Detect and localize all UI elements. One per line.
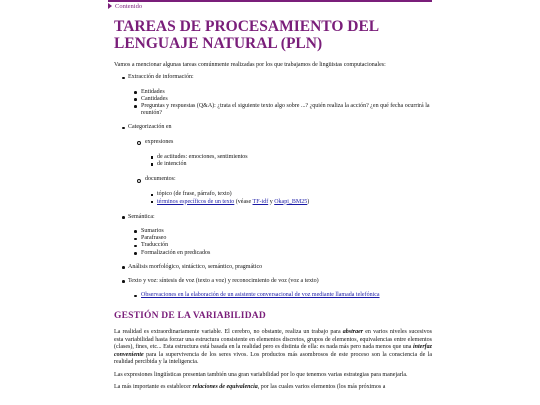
list-item-extraction — [108, 74, 432, 117]
specific-terms-link[interactable]: términos específicos de un texto — [157, 198, 235, 205]
expand-triangle-icon[interactable] — [108, 3, 112, 9]
intro-paragraph: Vamos a mencionar algunas tareas comúnmente realizadas por los que trabajamos de lingüistas computacionales: — [114, 62, 386, 68]
variability-paragraph-2: Las expresiones lingüísticas presentan también una gran variabilidad por lo que tenemos varias estrategias para manejarla. — [114, 371, 408, 378]
text-run: La realidad es extraordinariamente variable. El cerebro, no obstante, realiza un trabajo para — [114, 329, 343, 336]
list-item-semantics — [108, 214, 432, 257]
list-item-terms — [145, 199, 432, 206]
categorization-label: Categorización en — [128, 124, 172, 131]
emphasis-abstraer: abstraer — [342, 329, 364, 336]
variability-paragraph-1 — [114, 329, 432, 366]
list-item: Traducción — [128, 242, 432, 249]
voice-sublist — [128, 292, 432, 299]
contents-label[interactable]: Contenido — [115, 3, 143, 10]
documents-sublist — [145, 191, 432, 205]
text-run: en varios niveles sucesivos esta variabilidad hasta forzar una estructura consistente en elementos discretos, grupos de elementos, equivalencias entre elementos (clases), fines, etc... Esta estructura está basada en la realidad pero es distinta de ella: es nada más pero nada menos que una — [114, 329, 432, 351]
emphasis-interfaz: interfaz conveniente — [114, 344, 432, 358]
see-text: (véase — [234, 198, 253, 205]
documents-label: documentos: — [145, 176, 176, 183]
list-item — [128, 292, 432, 299]
extraction-sublist — [128, 89, 432, 118]
list-item: Sumarios — [128, 228, 432, 235]
semantics-sublist — [128, 228, 432, 257]
contents-toggle[interactable] — [108, 0, 432, 12]
tf-idf-link[interactable]: TF-idf — [252, 198, 269, 205]
list-item-documents — [128, 176, 432, 206]
voice-label: Texto y voz: síntesis de voz (texto a voz) y reconocimiento de voz (voz a texto) — [128, 278, 319, 285]
list-item-expressions — [128, 139, 432, 169]
and-text: y — [268, 198, 275, 205]
list-item: tópico (de frase, párrafo, texto) — [145, 191, 432, 198]
emphasis-relaciones: relaciones de equivalencia — [192, 383, 258, 390]
list-item: Preguntas y respuestas (Q&A): ¿trata el siguiente texto algo sobre ...? ¿quién realiza la acción? ¿en qué fecha ocurrirá la reunión? — [128, 103, 432, 117]
list-item: Cantidades — [128, 96, 432, 103]
semantics-label: Semántica: — [128, 213, 155, 220]
list-item-analysis: Análisis morfológico, sintáctico, semántico, pragmático — [108, 264, 432, 271]
variability-paragraph-3 — [114, 384, 432, 391]
text-run: La más importante es establecer — [114, 383, 193, 390]
text-run: para la supervivencia de los seres vivos. Los productos más asombrosos de este proceso son la consciencia de la realidad percibida y la inteligencia. — [114, 351, 432, 366]
list-item: de intención — [145, 161, 432, 168]
list-item: de actitudes: emociones, sentimientos — [145, 154, 432, 161]
section-heading: GESTIÓN DE LA VARIABILIDAD — [114, 311, 266, 322]
tasks-list — [108, 74, 432, 299]
page-content — [108, 0, 432, 396]
close-paren: ) — [307, 198, 310, 205]
extraction-label: Extracción de información: — [128, 74, 194, 81]
okapi-bm25-link[interactable]: Okapi_BM25 — [274, 198, 308, 205]
list-item-categorization — [108, 124, 432, 205]
expressions-label: expresiones — [145, 138, 174, 145]
expressions-sublist — [145, 154, 432, 168]
list-item: Entidades — [128, 89, 432, 96]
categorization-sublist — [128, 139, 432, 206]
list-item: Formalización en predicados — [128, 250, 432, 257]
voice-assistant-link[interactable]: Observaciones en la elaboración de un asistente conversacional de voz mediante llamada telefónica — [141, 292, 380, 299]
page-title: TAREAS DE PROCESAMIENTO DEL LENGUAJE NATURAL (PLN) — [114, 18, 379, 52]
text-run: , por las cuales varios elementos (los más próximos a — [257, 383, 386, 390]
list-item: Parafraseo — [128, 235, 432, 242]
list-item-voice — [108, 278, 432, 299]
